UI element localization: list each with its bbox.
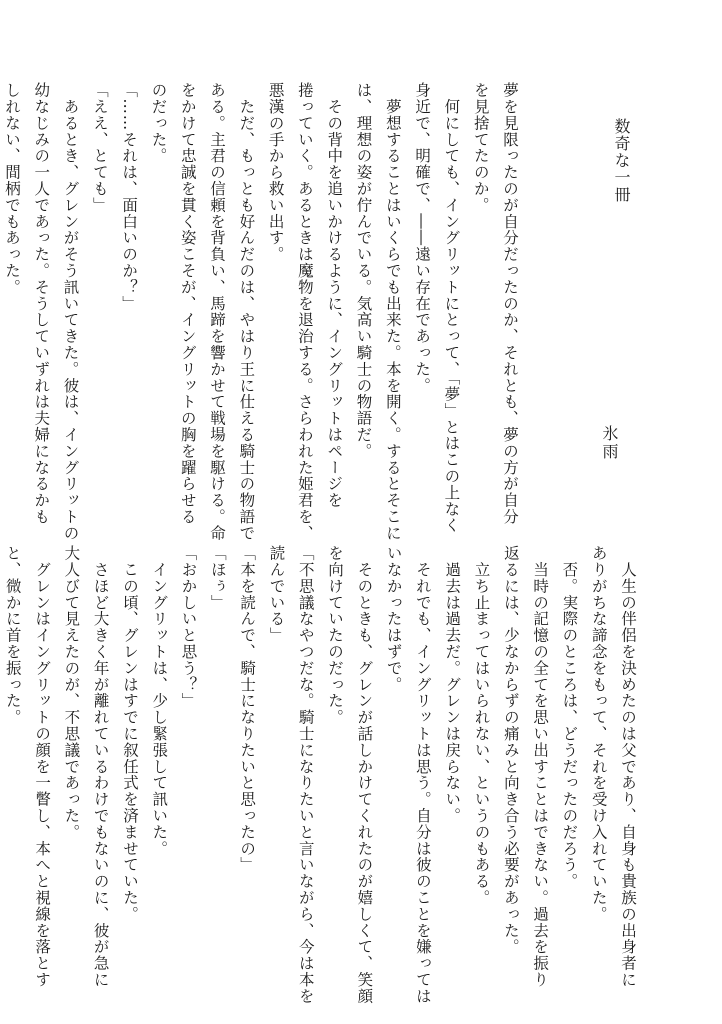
- text-column: さほど大きく年が離れているわけでもないのに、彼が急に: [91, 545, 110, 988]
- text-column: を向けていたのだった。: [326, 545, 345, 726]
- text-column: 返るには、少なからずの痛みと向き合う必要があった。: [501, 545, 520, 955]
- text-column: 「本を読んで、騎士になりたいと思ったの」: [238, 545, 257, 873]
- text-column: 当時の記憶の全てを思い出すことはできない。過去を振り: [531, 545, 550, 988]
- text-column: 読んでいる」: [267, 545, 286, 644]
- text-column: 悪漢の手から救い出す。: [266, 82, 285, 263]
- text-column: いなかったはずで。: [384, 545, 403, 693]
- text-column: 大人びて見えたのが、不思議であった。: [62, 545, 81, 841]
- text-column: この頃、グレンはすでに叙任式を済ませていた。: [120, 545, 139, 923]
- text-column: 何にしても、イングリットにとって、「夢」とはこの上なく: [442, 82, 461, 534]
- text-column: 幼なじみの一人であった。そうしていずれは夫婦になるかも: [32, 82, 51, 525]
- text-column: 捲っていく。あるときは魔物を退治する。さらわれた姫君を、: [295, 82, 314, 542]
- text-column: イングリットは、少し緊張して訊いた。: [150, 545, 169, 857]
- text-column: を見捨てたのか。: [471, 82, 490, 214]
- text-column: その背中を追いかけるように、イングリットはページを: [325, 82, 344, 509]
- text-column: 過去は過去だ。グレンは戻らない。: [443, 545, 462, 824]
- author-name: 氷雨: [600, 425, 619, 461]
- lower-text-block: [0, 545, 642, 1005]
- text-column: ありがちな諦念をもって、それを受け入れていた。: [589, 545, 608, 923]
- text-column: 否。実際のところは、どうだったのだろう。: [560, 545, 579, 890]
- text-column: 「……それは、面白いのか？」: [120, 82, 139, 312]
- text-column: 「ほぅ」: [208, 545, 227, 611]
- upper-text-block: [0, 82, 524, 542]
- text-column: あるとき、グレンがそう訊いてきた。彼は、イングリットの: [61, 82, 80, 542]
- text-column: それでも、イングリットは思う。自分は彼のことを嫌っては: [413, 545, 432, 1005]
- text-column: をかけて忠誠を貫く姿こそが、イングリットの胸を躍らせる: [178, 82, 197, 525]
- text-column: と、微かに首を振った。: [3, 545, 22, 726]
- text-column: のだった。: [149, 82, 168, 164]
- text-column: 夢想することはいくらでも出来た。本を開く。するとそこに: [383, 82, 402, 542]
- story-title: 数奇な一冊: [612, 118, 631, 203]
- text-column: そのときも、グレンが話しかけてくれたのが嬉しくて、笑顔: [355, 545, 374, 1005]
- text-column: 身近で、明確で、――遠い存在であった。: [413, 82, 432, 394]
- text-column: は、理想の姿が佇んでいる。気高い騎士の物語だ。: [354, 82, 373, 460]
- text-column: 「ええ、とても」: [90, 82, 109, 214]
- text-column: グレンはイングリットの顔を一瞥し、本へと視線を落とす: [33, 545, 52, 988]
- text-column: 立ち止まってはいられない、というのもある。: [472, 545, 491, 906]
- text-column: ある。主君の信頼を背負い、馬蹄を響かせて戦場を駆ける。命: [208, 82, 227, 542]
- text-column: 夢を見限ったのが自分だったのか、それとも、夢の方が自分: [501, 82, 519, 525]
- text-column: 人生の伴侶を決めたのは父であり、自身も貴族の出身者に: [619, 545, 637, 988]
- text-column: しれない、間柄でもあった。: [2, 82, 21, 296]
- text-column: ただ、もっとも好んだのは、やはり王に仕える騎士の物語で: [237, 82, 256, 542]
- text-column: 「おかしいと思う？」: [179, 545, 198, 709]
- text-column: 「不思議なやつだな。騎士になりたいと言いながら、今は本を: [296, 545, 315, 1005]
